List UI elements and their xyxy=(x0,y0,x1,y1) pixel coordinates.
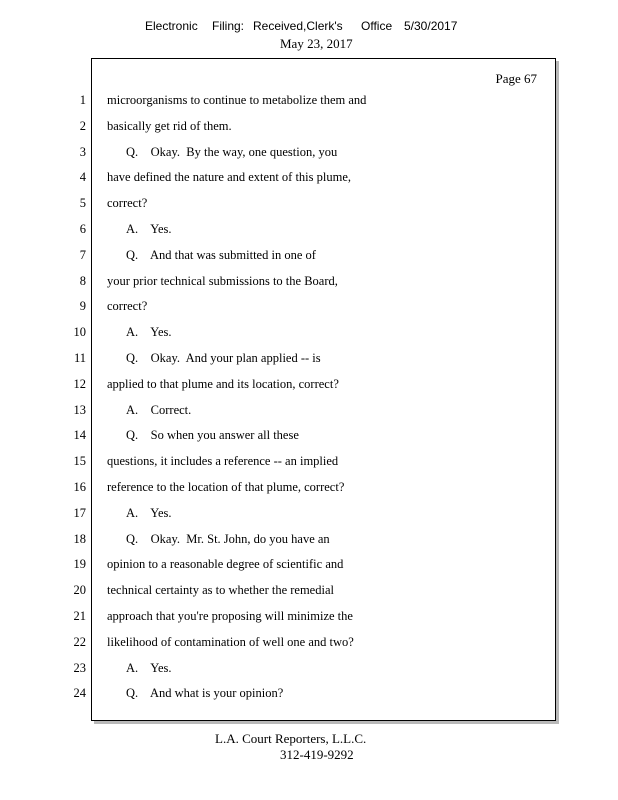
line-number: 9 xyxy=(79,299,86,314)
line-text: A. Yes. xyxy=(126,505,172,520)
line-text: Q. Okay. By the way, one question, you xyxy=(126,144,338,159)
line-text: have defined the nature and extent of this plume, xyxy=(107,170,352,185)
line-text: approach that you're proposing will minimize the xyxy=(107,608,353,623)
transcript-date: May 23, 2017 xyxy=(280,36,353,51)
line-text: correct? xyxy=(107,196,148,211)
line-number: 17 xyxy=(73,505,86,520)
line-number: 14 xyxy=(73,428,86,443)
line-number: 10 xyxy=(73,325,86,340)
line-number: 4 xyxy=(79,170,86,185)
transcript-line xyxy=(0,270,618,296)
transcript-line xyxy=(0,115,618,141)
transcript-line xyxy=(0,631,618,657)
line-text: Q. So when you answer all these xyxy=(126,428,299,443)
transcript-line xyxy=(0,424,618,450)
stamp-received: Received,Clerk's xyxy=(253,19,343,33)
line-text: technical certainty as to whether the remedial xyxy=(107,583,334,598)
line-number: 16 xyxy=(73,479,86,494)
transcript-line xyxy=(0,682,618,708)
transcript-line xyxy=(0,553,618,579)
line-text: A. Yes. xyxy=(126,660,172,675)
transcript-line xyxy=(0,89,618,115)
line-text: questions, it includes a reference -- an implied xyxy=(107,454,339,469)
line-number: 13 xyxy=(73,402,86,417)
line-text: correct? xyxy=(107,299,148,314)
line-number: 2 xyxy=(79,118,86,133)
line-number: 22 xyxy=(73,634,86,649)
transcript-line xyxy=(0,399,618,425)
line-text: A. Yes. xyxy=(126,325,172,340)
line-text: basically get rid of them. xyxy=(107,118,232,133)
transcript-line xyxy=(0,321,618,347)
line-number: 11 xyxy=(73,350,86,365)
transcript-line xyxy=(0,528,618,554)
line-number: 20 xyxy=(73,583,86,598)
line-number: 24 xyxy=(73,686,86,701)
stamp-filing: Filing: xyxy=(212,19,245,33)
line-number: 8 xyxy=(79,273,86,288)
page-number: Page 67 xyxy=(495,71,537,86)
line-number: 6 xyxy=(79,221,86,236)
stamp-date: 5/30/2017 xyxy=(404,19,458,33)
line-text: A. Correct. xyxy=(126,402,192,417)
transcript-line xyxy=(0,347,618,373)
line-text: reference to the location of that plume, correct? xyxy=(107,479,345,494)
transcript-line xyxy=(0,605,618,631)
line-number: 19 xyxy=(73,557,86,572)
transcript-line xyxy=(0,295,618,321)
transcript-line xyxy=(0,166,618,192)
line-number: 7 xyxy=(79,247,86,262)
line-number: 18 xyxy=(73,531,86,546)
transcript-line xyxy=(0,192,618,218)
line-number: 23 xyxy=(73,660,86,675)
transcript-line xyxy=(0,657,618,683)
line-text: opinion to a reasonable degree of scientific and xyxy=(107,557,344,572)
transcript-line xyxy=(0,450,618,476)
line-number: 3 xyxy=(79,144,86,159)
court-reporter-phone: 312-419-9292 xyxy=(280,747,354,762)
line-text: likelihood of contamination of well one and two? xyxy=(107,634,354,649)
transcript-line xyxy=(0,502,618,528)
line-text: Q. Okay. Mr. St. John, do you have an xyxy=(126,531,330,546)
stamp-electronic: Electronic xyxy=(145,19,198,33)
court-reporter-name: L.A. Court Reporters, L.L.C. xyxy=(215,731,367,746)
transcript-line xyxy=(0,476,618,502)
transcript-lines xyxy=(0,89,618,708)
line-number: 15 xyxy=(73,454,86,469)
line-number: 12 xyxy=(73,376,86,391)
line-number: 21 xyxy=(73,608,86,623)
transcript-line xyxy=(0,373,618,399)
line-text: A. Yes. xyxy=(126,221,172,236)
line-text: Q. Okay. And your plan applied -- is xyxy=(126,350,321,365)
line-text: Q. And that was submitted in one of xyxy=(126,247,316,262)
line-number: 1 xyxy=(79,93,86,107)
line-text: applied to that plume and its location, correct? xyxy=(107,376,339,391)
transcript-line xyxy=(0,141,618,167)
transcript-line xyxy=(0,244,618,270)
transcript-line xyxy=(0,579,618,605)
line-text: microorganisms to continue to metabolize them and xyxy=(107,93,367,107)
transcript-line xyxy=(0,218,618,244)
line-text: Q. And what is your opinion? xyxy=(126,686,284,701)
line-number: 5 xyxy=(79,196,86,211)
line-text: your prior technical submissions to the Board, xyxy=(107,273,338,288)
stamp-office: Office xyxy=(361,19,393,33)
